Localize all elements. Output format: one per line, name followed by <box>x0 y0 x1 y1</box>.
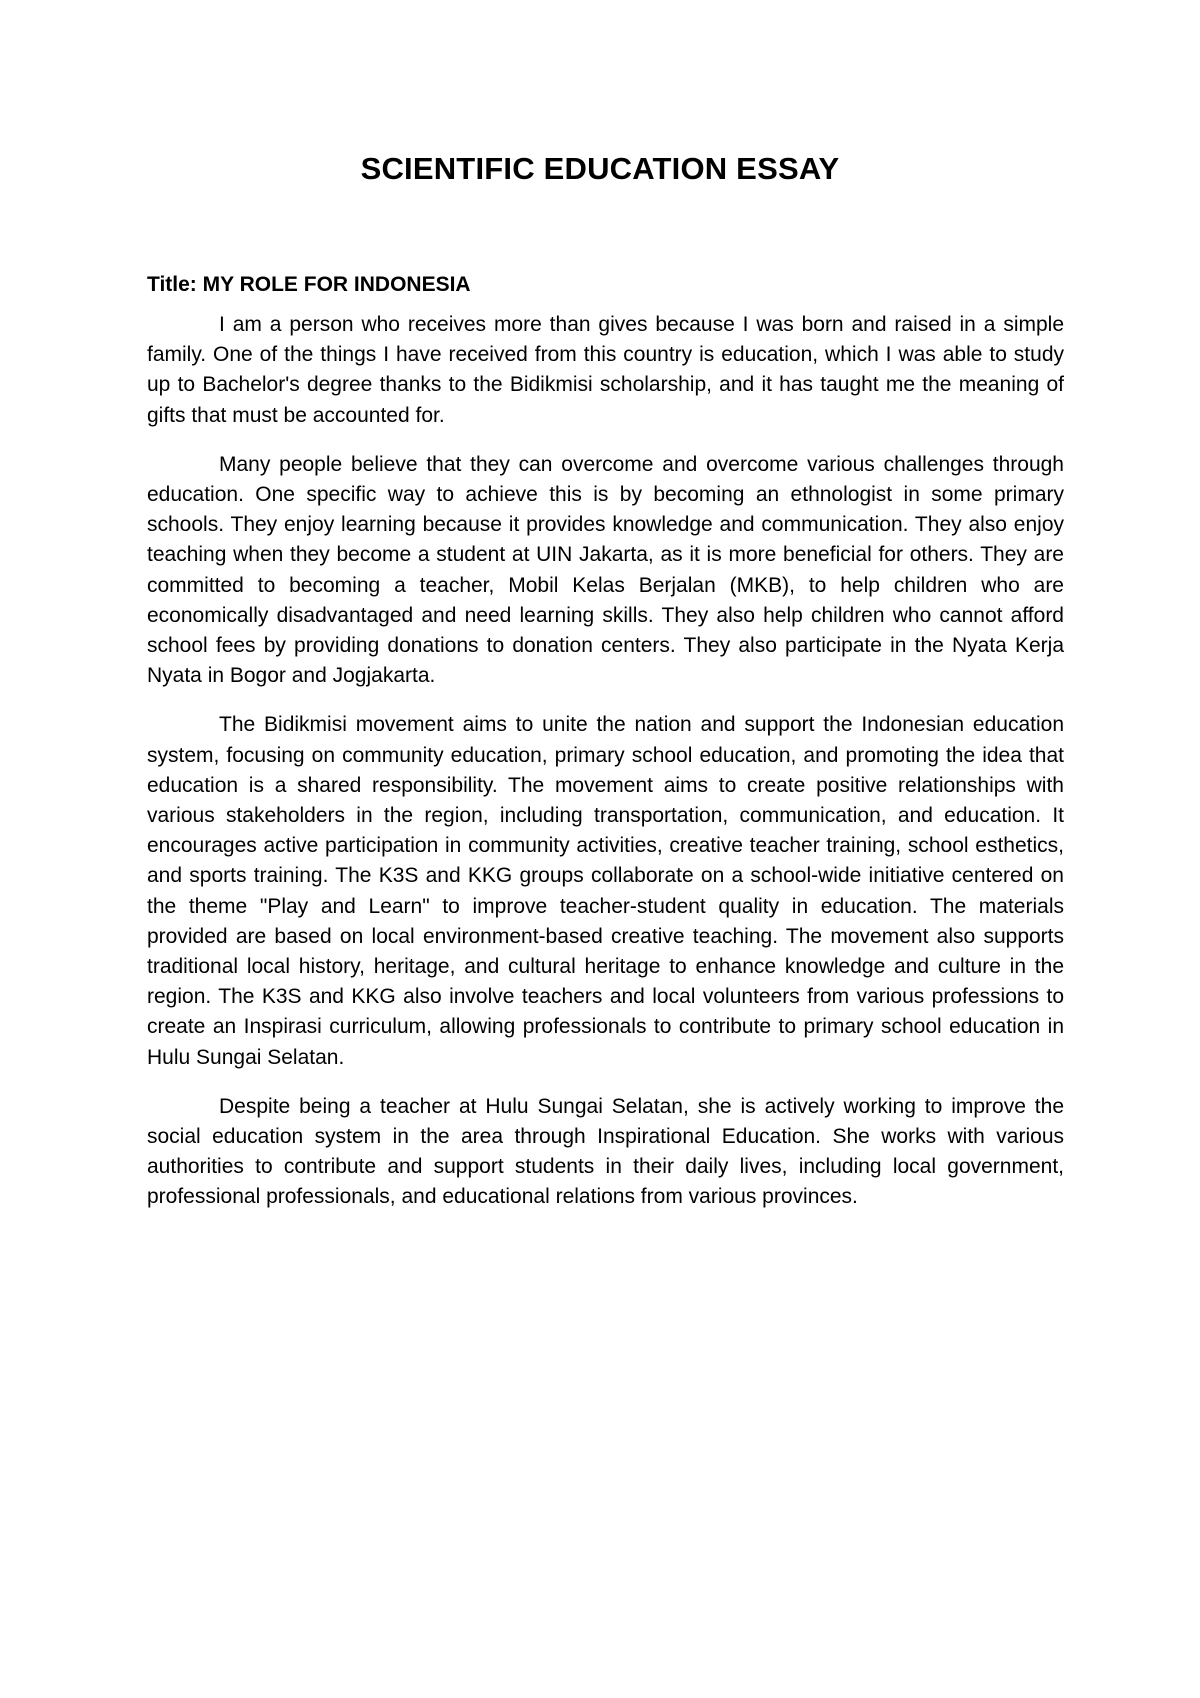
paragraph: The Bidikmisi movement aims to unite the nation and support the Indonesian education system, focusing on community education, primary school education, and promoting the idea that education is a shared responsibility. The movement aims to create positive relationships with various stakeholders in the region, including transportation, communication, and education. It encourages active participation in community activities, creative teacher training, school esthetics, and sports training. The K3S and KKG groups collaborate on a school-wide initiative centered on the theme "Play and Learn" to improve teacher-student quality in education. The materials provided are based on local environment-based creative teaching. The movement also supports traditional local history, heritage, and cultural heritage to enhance knowledge and culture in the region. The K3S and KKG also involve teachers and local volunteers from various professions to create an Inspirasi curriculum, allowing professionals to contribute to primary school education in Hulu Sungai Selatan. <box>147 713 1064 1069</box>
essay-title: Title: MY ROLE FOR INDONESIA <box>147 273 471 296</box>
document-heading: SCIENTIFIC EDUCATION ESSAY <box>360 151 840 186</box>
paragraph: Despite being a teacher at Hulu Sungai Selatan, she is actively working to improve the social education system in the area through Inspirational Education. She works with various authorities to contribute and support students in their daily lives, including local government, professional professionals, and educational relations from various provinces. <box>147 1094 1064 1209</box>
paragraph: I am a person who receives more than gives because I was born and raised in a simple family. One of the things I have received from this country is education, which I was able to study up to Bachelor's degree thanks to the Bidikmisi scholarship, and it has taught me the meaning of gifts that must be accounted for. <box>147 313 1064 427</box>
paragraph: Many people believe that they can overcome and overcome various challenges through education. One specific way to achieve this is by becoming an ethnologist in some primary schools. They enjoy learning because it provides knowledge and communication. They also enjoy teaching when they become a student at UIN Jakarta, as it is more beneficial for others. They are committed to becoming a teacher, Mobil Kelas Berjalan (MKB), to help children who are economically disadvantaged and need learning skills. They also help children who cannot afford school fees by providing donations to donation centers. They also participate in the Nyata Kerja Nyata in Bogor and Jogjakarta. <box>147 452 1064 688</box>
essay-body <box>147 310 1064 1232</box>
